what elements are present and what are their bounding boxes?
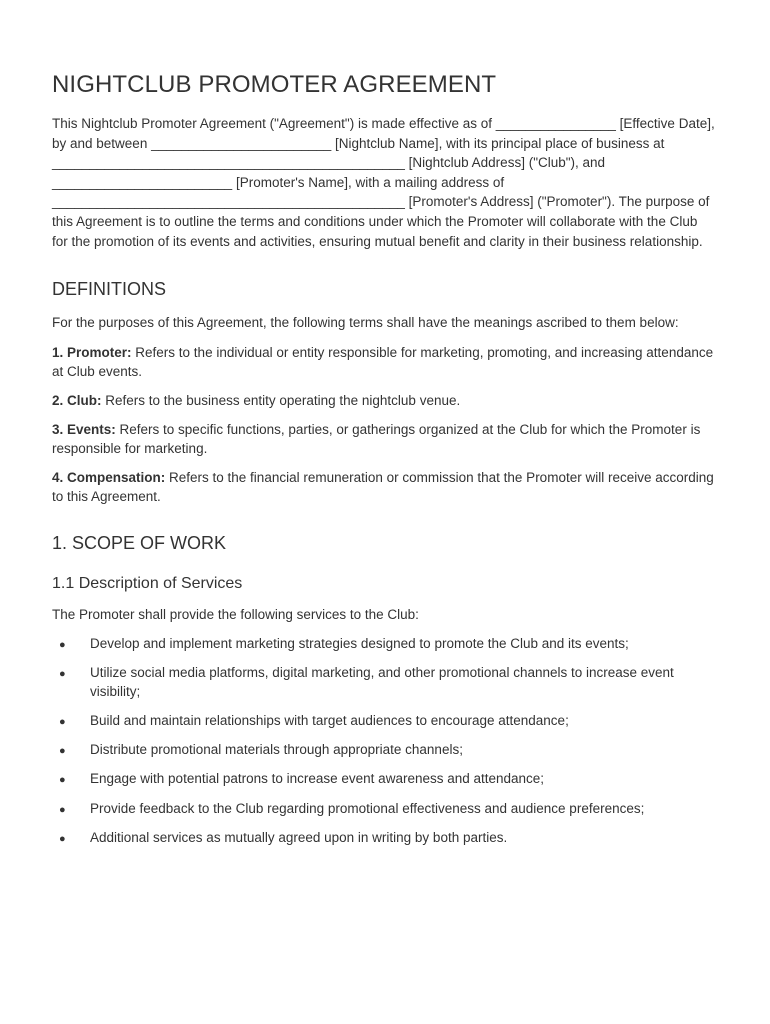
list-item — [52, 769, 716, 789]
service-text: Provide feedback to the Club regarding promotional effectiveness and audience preferences; — [90, 800, 645, 816]
services-list — [52, 634, 716, 848]
bullet-icon: ● — [59, 803, 66, 816]
definition-item — [52, 420, 716, 459]
definition-text: Refers to specific functions, parties, or gatherings organized at the Club for which the Promoter is responsible for marketing. — [52, 421, 701, 457]
definition-item — [52, 343, 716, 382]
intro-paragraph: This Nightclub Promoter Agreement ("Agreement") is made effective as of ________________ [Effective Date], by and between ________________________ [Nightclub Name], with its principal place of business at _______________________________________________ [Nightclub Address] ("Club"), and ________________________ [Promoter's Name], with a mailing address of _______________________________________________ [Promoter's Address] ("Promoter"). The purpose of this Agreement is to outline the terms and conditions under which the Promoter will collaborate with the Club for the promotion of its events and activities, ensuring mutual benefit and clarity in their business relationship. — [52, 116, 715, 249]
services-lead: The Promoter shall provide the following services to the Club: — [52, 606, 419, 622]
bullet-icon: ● — [59, 638, 66, 651]
definition-text: Refers to the individual or entity responsible for marketing, promoting, and increasing attendance at Club events. — [52, 344, 714, 380]
list-item — [52, 740, 716, 760]
definition-item — [52, 468, 716, 507]
service-text: Build and maintain relationships with target audiences to encourage attendance; — [90, 713, 569, 729]
definition-term: 4. Compensation: — [52, 469, 166, 485]
definitions-lead: For the purposes of this Agreement, the following terms shall have the meanings ascribed to them below: — [52, 315, 679, 331]
bullet-icon: ● — [59, 774, 66, 787]
list-item — [52, 663, 716, 702]
bullet-icon: ● — [59, 716, 66, 729]
list-item — [52, 711, 716, 731]
definition-text: Refers to the business entity operating the nightclub venue. — [101, 392, 461, 408]
service-text: Utilize social media platforms, digital marketing, and other promotional channels to increase event visibility; — [90, 664, 674, 700]
service-text: Develop and implement marketing strategies designed to promote the Club and its events; — [90, 635, 629, 651]
definition-term: 1. Promoter: — [52, 344, 132, 360]
bullet-icon: ● — [59, 667, 66, 680]
list-item — [52, 828, 716, 848]
list-item — [52, 634, 716, 654]
bullet-icon: ● — [59, 832, 66, 845]
document-title: NIGHTCLUB PROMOTER AGREEMENT — [52, 71, 497, 98]
scope-heading: 1. SCOPE OF WORK — [52, 532, 227, 553]
definition-term: 2. Club: — [52, 392, 102, 408]
bullet-icon: ● — [59, 745, 66, 758]
service-text: Additional services as mutually agreed upon in writing by both parties. — [90, 829, 508, 845]
definition-term: 3. Events: — [52, 421, 116, 437]
service-text: Distribute promotional materials through appropriate channels; — [90, 742, 463, 758]
document-page — [52, 70, 716, 857]
service-text: Engage with potential patrons to increase event awareness and attendance; — [90, 771, 545, 787]
definitions-heading: DEFINITIONS — [52, 279, 167, 300]
list-item — [52, 799, 716, 819]
definition-text: Refers to the financial remuneration or commission that the Promoter will receive according to this Agreement. — [52, 469, 714, 505]
services-subheading: 1.1 Description of Services — [52, 574, 243, 592]
definition-item — [52, 391, 716, 411]
